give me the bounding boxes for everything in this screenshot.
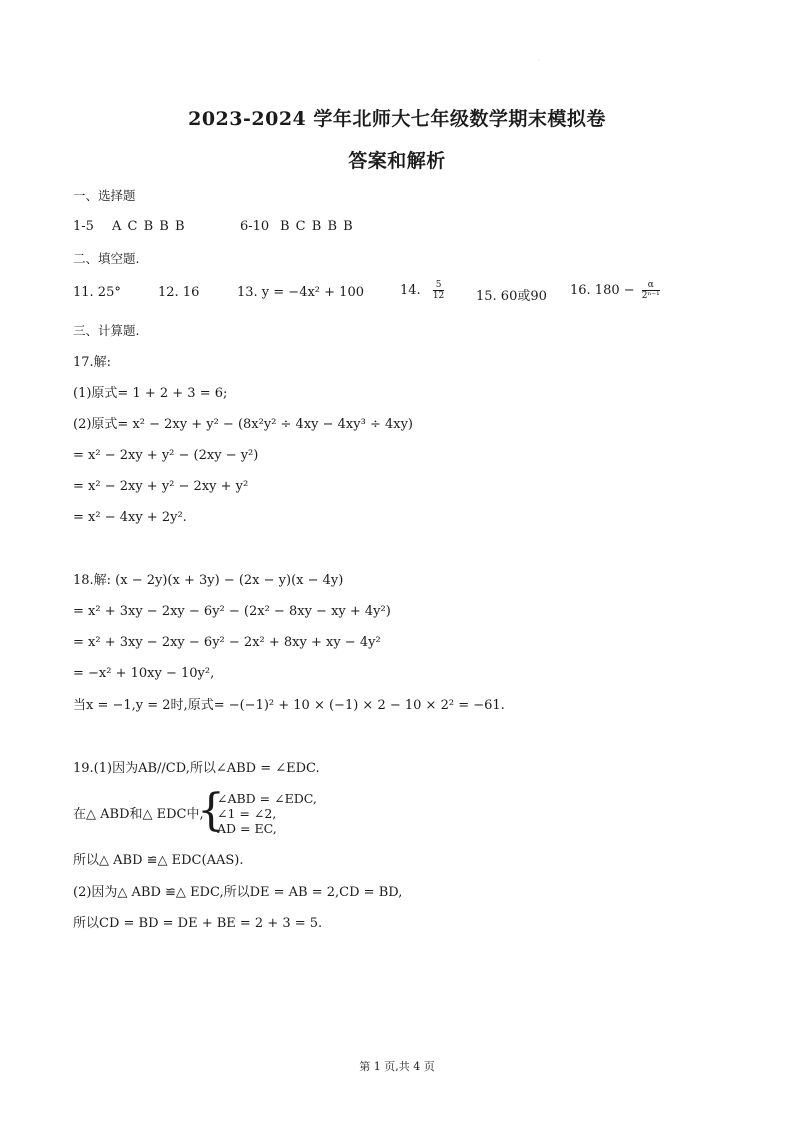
q18-line-2: = x² + 3xy − 2xy − 6y² − (2x² − 8xy − xy + 4y²): [73, 604, 391, 619]
system-condition-2: ∠1 = ∠2,: [217, 806, 277, 821]
q19-line-3: 所以△ ABD ≌△ EDC(AAS).: [73, 853, 244, 868]
fraction-14-denominator: 12: [432, 291, 445, 301]
q18-line-1: 18.解: (x − 2y)(x + 3y) − (2x − y)(x − 4y): [73, 573, 344, 588]
choice-group-1-answers: A C B B B: [112, 219, 185, 234]
fraction-16: [642, 280, 660, 301]
fill-answer-11: 11. 25°: [73, 285, 121, 300]
choice-group-1-label: 1-5: [73, 219, 94, 234]
q19-line-4: (2)因为△ ABD ≌△ EDC,所以DE = AB = 2,CD = BD,: [73, 885, 403, 900]
q19-line-1: 19.(1)因为AB//CD,所以∠ABD = ∠EDC.: [73, 761, 320, 776]
system-condition-1: ∠ABD = ∠EDC,: [217, 791, 317, 806]
q17-line-6: = x² − 4xy + 2y².: [73, 510, 187, 525]
q17-line-4: = x² − 2xy + y² − (2xy − y²): [73, 448, 259, 463]
fraction-14-numerator: 5: [433, 280, 444, 291]
fill-answer-13: 13. y = −4x² + 100: [237, 285, 364, 300]
page-subtitle: 答案和解析: [348, 150, 446, 172]
choice-group-2-label: 6-10: [240, 219, 270, 234]
section-calc-heading: 三、计算题.: [73, 323, 140, 338]
fill-answer-16: [570, 280, 660, 301]
q18-line-5: 当x = −1,y = 2时,原式= −(−1)² + 10 × (−1) × 2 − 10 × 2² = −61.: [73, 698, 505, 713]
choice-group-2-answers: B C B B B: [280, 219, 353, 234]
fill-answer-16-label: 16. 180 −: [570, 283, 635, 298]
section-fill-heading: 二、填空题.: [73, 251, 140, 266]
q19-line-5: 所以CD = BD = DE + BE = 2 + 3 = 5.: [73, 916, 323, 931]
fraction-16-numerator: α: [642, 280, 660, 291]
fill-answer-12: 12. 16: [158, 285, 200, 300]
fill-answer-14: [400, 280, 444, 301]
fraction-16-denominator: 2ⁿ⁻¹: [641, 291, 660, 301]
page-footer: 第 1 页,共 4 页: [359, 1060, 435, 1073]
fill-answer-14-label: 14.: [400, 283, 421, 298]
q18-line-4: = −x² + 10xy − 10y²,: [73, 666, 215, 681]
q17-line-5: = x² − 2xy + y² − 2xy + y²: [73, 479, 249, 494]
scan-dot: ·: [538, 58, 540, 65]
page-title: 2023-2024 学年北师大七年级数学期末模拟卷: [188, 108, 606, 130]
section-choice-heading: 一、选择题: [73, 188, 136, 203]
congruence-system: [217, 791, 317, 836]
q17-line-1: 17.解:: [73, 355, 112, 370]
q17-line-2: (1)原式= 1 + 2 + 3 = 6;: [73, 386, 228, 401]
q18-line-3: = x² + 3xy − 2xy − 6y² − 2x² + 8xy + xy − 4y²: [73, 635, 381, 650]
q17-line-3: (2)原式= x² − 2xy + y² − (8x²y² ÷ 4xy − 4xy³ ÷ 4xy): [73, 417, 413, 432]
fill-answer-15: 15. 60或90: [476, 289, 547, 304]
fraction-14: [433, 280, 444, 301]
system-condition-3: AD = EC,: [217, 821, 277, 836]
q19-line-2-prefix: 在△ ABD和△ EDC中,: [73, 807, 204, 822]
system-brace: {: [197, 785, 225, 836]
